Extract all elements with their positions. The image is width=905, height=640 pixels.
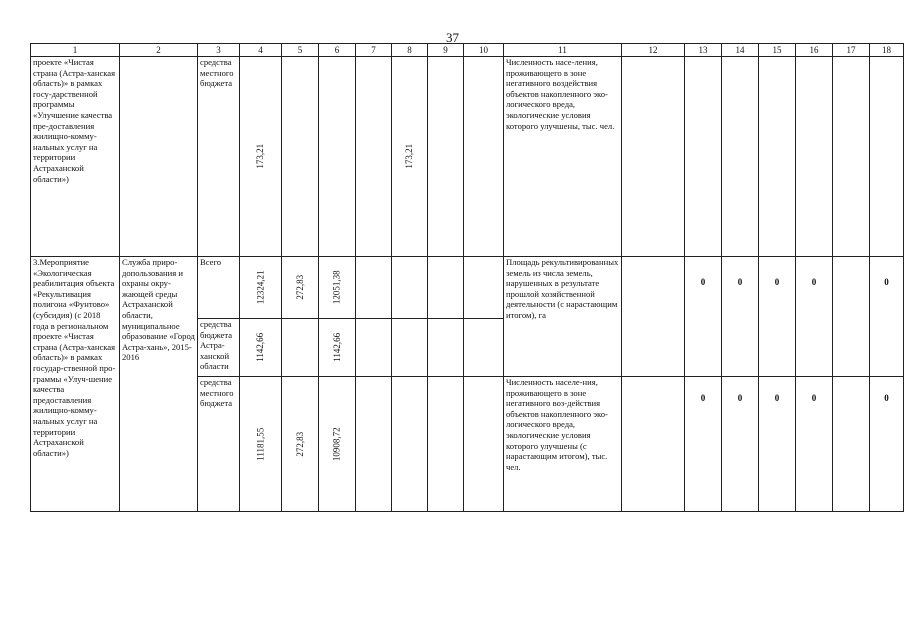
- amount-cell-9: [428, 57, 464, 257]
- col-header-14: 14: [722, 44, 759, 57]
- amount-cell-6: [319, 57, 356, 257]
- indicator-value-13: 0: [685, 257, 722, 377]
- amount-value: 1142,66: [255, 333, 266, 362]
- col-header-6: 6: [319, 44, 356, 57]
- col-header-10: 10: [464, 44, 504, 57]
- funding-source-cell: средства местного бюджета: [198, 57, 240, 257]
- col-header-12: 12: [622, 44, 685, 57]
- col-header-16: 16: [796, 44, 833, 57]
- col-header-4: 4: [240, 44, 282, 57]
- amount-total-cell: [240, 319, 282, 377]
- col-header-1: 1: [31, 44, 120, 57]
- amount-cell-9: [428, 257, 464, 319]
- amount-cell-7: [356, 257, 392, 319]
- amount-value: 173,21: [255, 144, 266, 169]
- indicator-value-14: 0: [722, 257, 759, 377]
- col-header-15: 15: [759, 44, 796, 57]
- indicator-cell-15: [759, 57, 796, 257]
- executor-cell: [120, 57, 198, 257]
- indicator-cell-16: [796, 57, 833, 257]
- amount-cell-8: [392, 377, 428, 512]
- col-header-11: 11: [504, 44, 622, 57]
- indicator-value-16: 0: [796, 257, 833, 377]
- indicator-cell-17: [833, 57, 870, 257]
- funding-source-cell: средства бюджета Астра-ханской области: [198, 319, 240, 377]
- amount-cell-8: [392, 57, 428, 257]
- col-header-9: 9: [428, 44, 464, 57]
- indicator-cell-17: [833, 377, 870, 512]
- indicator-cell-17: [833, 257, 870, 377]
- indicator-name-cell: Численность населе-ния, проживающего в зоне негативного воз-действия объектов накопленного эко-логического вреда, экологические условия которого улучшены (с нарастающим итогом), тыс. чел.: [504, 377, 622, 512]
- indicator-value-14: 0: [722, 377, 759, 512]
- amount-cell-5: [282, 257, 319, 319]
- amount-cell-5: [282, 57, 319, 257]
- amount-value: 173,21: [404, 144, 415, 169]
- indicator-cell-14: [722, 57, 759, 257]
- indicator-name-cell: Численность насе-ления, проживающего в зоне негативного воздействия объектов накопленного эко-логического вреда, экологические условия которого улучшены, тыс. чел.: [504, 57, 622, 257]
- amount-cell-8: [392, 319, 428, 377]
- col-header-13: 13: [685, 44, 722, 57]
- indicator-value-18: 0: [870, 377, 904, 512]
- indicator-value-18: 0: [870, 257, 904, 377]
- amount-value: 272,83: [294, 431, 305, 457]
- amount-cell-10: [464, 377, 504, 512]
- col-header-2: 2: [120, 44, 198, 57]
- indicator-cell-13: [685, 57, 722, 257]
- amount-cell-8: [392, 257, 428, 319]
- header-row: [31, 44, 904, 57]
- col-header-18: 18: [870, 44, 904, 57]
- amount-value: 12051,38: [331, 270, 342, 305]
- amount-total-cell: [240, 377, 282, 512]
- amount-cell-10: [464, 319, 504, 377]
- amount-value: 12324,21: [255, 270, 266, 305]
- executor-cell: Служба приро-допользования и охраны окру-жающей среды Астраханской области, муниципальное образование «Город Астра-хань», 2015-2016: [120, 257, 198, 512]
- amount-value: 10908,72: [331, 427, 342, 461]
- indicator-value-15: 0: [759, 257, 796, 377]
- table-row: [31, 57, 904, 257]
- col-header-7: 7: [356, 44, 392, 57]
- amount-cell-7: [356, 319, 392, 377]
- amount-cell-9: [428, 319, 464, 377]
- amount-cell-7: [356, 57, 392, 257]
- amount-cell-6: [319, 377, 356, 512]
- indicator-value-15: 0: [759, 377, 796, 512]
- col-header-17: 17: [833, 44, 870, 57]
- amount-cell-5: [282, 377, 319, 512]
- measure-name-cell: 3.Мероприятие «Экологическая реабилитация объекта «Рекультивация полигона «Фунтово» (субсидия) (с 2018 года в региональном проекте «Чистая страна (Астра-ханская область)» в рамках государ-ственной про-граммы «Улуч-шение качества предоставления жилищно-комму-нальных услуг на территории Астраханской области»): [31, 257, 120, 512]
- page-number: 37: [446, 30, 459, 45]
- indicator-name-cell: Площадь рекультивированных земель из числа земель, нарушенных в результате прошлой хозяйственной деятельности (с нарастающим итогом), га: [504, 257, 622, 377]
- indicator-value-13: 0: [685, 377, 722, 512]
- measure-name-cell: проекте «Чистая страна (Астра-ханская область)» в рамках госу-дарственной программы «Улучшение качества пре-доставления жилищно-комму-нальных услуг на территории Астраханской области»): [31, 57, 120, 257]
- amount-cell-10: [464, 257, 504, 319]
- indicator-cell-12: [622, 57, 685, 257]
- indicator-cell-12: [622, 257, 685, 377]
- amount-total-cell: [240, 257, 282, 319]
- funding-source-cell: средства местного бюджета: [198, 377, 240, 512]
- amount-cell-5: [282, 319, 319, 377]
- amount-value: 1142,66: [331, 333, 342, 362]
- col-header-5: 5: [282, 44, 319, 57]
- indicator-cell-12: [622, 377, 685, 512]
- amount-total-cell: [240, 57, 282, 257]
- col-header-8: 8: [392, 44, 428, 57]
- amount-cell-6: [319, 257, 356, 319]
- funding-source-cell: Всего: [198, 257, 240, 319]
- amount-cell-9: [428, 377, 464, 512]
- amount-cell-7: [356, 377, 392, 512]
- indicator-cell-18: [870, 57, 904, 257]
- indicator-value-16: 0: [796, 377, 833, 512]
- amount-value: 272,83: [294, 275, 305, 300]
- program-table: [30, 43, 904, 512]
- amount-cell-6: [319, 319, 356, 377]
- amount-value: 11181,55: [255, 427, 266, 461]
- col-header-3: 3: [198, 44, 240, 57]
- table-row: [31, 257, 904, 319]
- amount-cell-10: [464, 57, 504, 257]
